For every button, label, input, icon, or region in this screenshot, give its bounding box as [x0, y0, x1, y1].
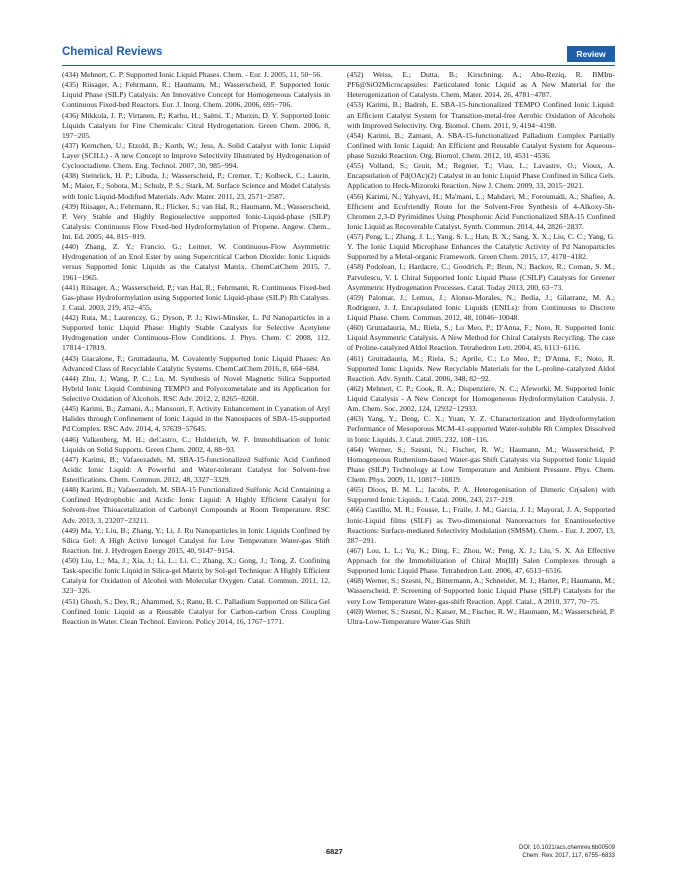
reference-entry: (448) Karimi, B.; Vafaeezadeh, M. SBA-15 Functionalized Sulfonic Acid Containing a Confined Hydrophobic and Acidic Ionic Liquid: A Highly Efficient Catalyst for Solvent-free Thioacetalization of Carbonyl Compounds at Room Temperature. RSC Adv. 2013, 3, 23207−23211. [62, 485, 330, 525]
doi-link[interactable]: DOI: 10.1021/acs.chemrev.6b00509 [519, 845, 615, 851]
reference-entry: (438) Steinrück, H. P.; Libuda, J.; Wasserscheid, P.; Cremer, T.; Kolbeck, C.; Laurin, M.; Maier, F.; Sobota, M.; Schulz, P. S.; Stark, M. Surface Science and Model Catalysis with Ionic Liquid-Modified Materials. Adv. Mater. 2011, 23, 2571−2587. [62, 171, 330, 201]
footer-citation [519, 844, 615, 860]
reference-entry: (454) Karimi, B.; Zamani, A. SBA-15-functionalized Palladium Complex Partially Confined with Ionic Liquid: An Efficient and Reusable Catalyst System for Aqueous-phase Suzuki Reaction. Org. Biomol. Chem. 2012, 10, 4531−4536. [347, 130, 615, 160]
review-badge: Review [567, 46, 615, 62]
journal-title: Chemical Reviews [62, 46, 163, 58]
reference-entry: (439) Riisager, A.; Fehrmann, R.; Flicker, S.; van Hal, R.; Haumann, M.; Wasserscheid, P. Very Stable and Highly Regioselective supported Ionic-Liquid-phase (SILP) Catalysis: Continuous Flow Fixed-bed Hydroformylation of Propene. Angew. Chem., Int. Ed. 2005, 44, 815−819. [62, 201, 330, 241]
reference-entry: (440) Zhang, Z. Y.; Francio, G.; Leitner, W. Continuous-Flow Asymmetric Hydrogenation of an Enol Ester by using Supercritical Carbon Dioxide: Ionic Liquids versus Supported Ionic Liquids as the Catalyst Matrix. ChemCatChem 2015, 7, 1961−1965. [62, 242, 330, 282]
reference-entry: (465) Dioos, B. M. L.; Jacobs, P. A. Heterogenisation of Dimeric Cr(salen) with Supported Ionic Liquids. J. Catal. 2006, 243, 217−219. [347, 485, 615, 505]
reference-entry: (459) Palomar, J.; Lemus, J.; Alonso-Morales, N.; Bedia, J.; Gilarranz, M. A.; Rodriguez, J. J. Encapsulated Ionic Liquids (ENILs): from Continuous to Discrete Liquid Phase. Chem. Commun. 2012, 48, 10046−10048. [347, 292, 615, 322]
references-right-column [347, 70, 615, 627]
reference-entry: (460) Gruttadauria, M.; Riela, S.; Lo Meo, P.; D'Anna, F.; Noto, R. Supported Ionic Liquid Asymmetric Catalysis. A New Method for Chiral Catalysts Recycling. The case of Proline-catalyzed Aldol Reaction. Tetrahedron Lett. 2004, 45, 6113−6116. [347, 323, 615, 353]
reference-entry: (468) Werner, S.; Szesni, N.; Bittermann, A.; Schneider, M. J.; Harter, P.; Haumann, M.; Wasserscheid, P. Screening of Supported Ionic Liquid Phase (SILP) Catalysts for the very Low Temperature Water-gas-shift Reaction. Appl. Catal., A 2010, 377, 70−75. [347, 576, 615, 606]
reference-entry: (445) Karimi, B.; Zamani, A.; Mansouri, F. Activity Enhancement in Cyanation of Aryl Halides through Confinement of Ionic Liquid in the Nanospaces of SBA-15-supported Pd Complex. RSC Adv. 2014, 4, 57639−57645. [62, 404, 330, 434]
reference-entry: (449) Ma, Y.; Liu, B.; Zhang, Y.; Li, J. Ru Nanoparticles in Ionic Liquids Confined by Silica Gel: A High Active Ionogel Catalyst for Low Temperature Water-gas Shift Reaction. Int. J. Hydrogen Energy 2015, 40, 9147−9154. [62, 525, 330, 555]
reference-entry: (453) Karimi, B.; Badreh, E. SBA-15-functionalized TEMPO Confined Ionic Liquid: an Efficient Catalyst System for Transition-metal-free Aerobic Oxidation of Alcohols with Improved Selectivity. Org. Biomol. Chem. 2011, 9, 4194−4198. [347, 100, 615, 130]
reference-entry: (435) Riisager, A.; Fehrmann, R.; Haumann, M.; Wasserscheid, P. Supported Ionic Liquid Phase (SILP) Catalysis: An Innovative Concept for Homogeneous Catalysis in Continuous Fixed-bed Reactors. Eur. J. Inorg. Chem. 2006, 2006, 695−706. [62, 80, 330, 110]
reference-entry: (436) Mikkola, J. P.; Virtanen, P.; Karhu, H.; Salmi, T.; Murzin, D. Y. Supported Ionic Liquids Catalysts for Fine Chemicals: Citral Hydrogenation. Green Chem. 2006, 8, 197−205. [62, 110, 330, 140]
reference-entry: (444) Zhu, J.; Wang, P. C.; Lu, M. Synthesis of Novel Magnetic Silica Supported Hybrid Ionic Liquid Combining TEMPO and Polyoxometalate and its Application for Selective Oxidation of Alcohols. RSC Adv. 2012, 2, 8265−8268. [62, 373, 330, 403]
reference-entry: (443) Giacalone, F.; Gruttadauria, M. Covalently Supported Ionic Liquid Phases: An Advanced Class of Recyclable Catalytic Systems. ChemCatChem 2016, 8, 664−684. [62, 353, 330, 373]
reference-entry: (458) Podolean, I.; Hardacre, C.; Goodrich, P.; Brun, N.; Backov, R.; Coman, S. M.; Parvulescu, V. I. Chiral Supported Ionic Liquid Phase (CSILP) Catalysts for Greener Asymmetric Hydrogenation Processes. Catal. Today 2013, 200, 63−73. [347, 262, 615, 292]
reference-entry: (455) Volland, S.; Gruit, M.; Regnier, T.; Viau, L.; Lavastre, O.; Vioux, A. Encapsulation of Pd(OAc)(2) Catalyst in an Ionic Liquid Phase Confined in Silica Gels. Application to Heck-Mizoroki Reaction. New J. Chem. 2009, 33, 2015−2021. [347, 161, 615, 191]
reference-entry: (457) Peng, L.; Zhang, J. L.; Yang, S. L.; Han, B. X.; Sang, X. X.; Liu, C. C.; Yang, G. Y. The Ionic Liquid Microphase Enhances the Catalytic Activity of Pd Nanoparticles Supported by a Metal-organic Framework. Green Chem. 2015, 17, 4178−4182. [347, 232, 615, 262]
reference-entry: (446) Valkenberg, M. H.; deCastro, C.; Holderich, W. F. Immobilisation of Ionic Liquids on Solid Supports. Green Chem. 2002, 4, 88−93. [62, 434, 330, 454]
reference-entry: (452) Weiss, E.; Dutta, B.; Kirschning, A.; Abu-Reziq, R. BMIm-PF6@SiO2Microcapsules: Particulated Ionic Liquid as A New Material for the Heterogenization of Catalysts. Chem. Mater. 2014, 26, 4781−4787. [347, 70, 615, 100]
reference-entry: (466) Castillo, M. R.; Fousse, L.; Fraile, J. M.; Garcia, J. I.; Mayoral, J. A. Supported Ionic-Liquid films (SILF) as Two-dimensional Nanoreactors for Enantioselective Reactions: Surface-mediated Selectivity Modulation (SMSM). Chem. - Eur. J. 2007, 13, 287−291. [347, 505, 615, 545]
reference-entry: (442) Ruta, M.; Laurenczy, G.; Dyson, P. J.; Kiwi-Minsker, L. Pd Nanoparticles in a Supported Ionic Liquid Phase: Highly Stable Catalysts for Selective Acetylene Hydrogenation under Continuous-Flow Conditions. J. Phys. Chem. C 2008, 112, 17814−17819. [62, 313, 330, 353]
reference-entry: (450) Liu, L.; Ma, J.; Xia, J.; Li, L.; Li, C.; Zhang, X.; Gong, J.; Tong, Z. Confining Task-specific Ionic Liquid in Silica-gel Matrix by Sol-gel Technique: A Highly Efficient Catalyst for Oxidation of Alcohol with Molecular Oxygen. Catal. Commun. 2011, 12, 323−326. [62, 556, 330, 596]
reference-entry: (461) Gruttadauria, M.; Riela, S.; Aprile, C.; Lo Meo, P.; D'Anna, F.; Noto, R. Supported Ionic Liquids. New Recyclable Materials for the L-proline-catalyzed Aldol Reaction. Adv. Synth. Catal. 2006, 348, 82−92. [347, 353, 615, 383]
reference-entry: (441) Riisager, A.; Wasserscheid, P.; van Hal, R.; Fehrmann, R. Continuous Fixed-bed Gas-phase Hydroformylation using Supported Ionic Liquid-phase (SILP) Rh Catalysts. J. Catal. 2003, 219, 452−455. [62, 282, 330, 312]
reference-entry: (456) Karimi, N.; Yahyavi, H.; Ma'mani, L.; Mahdavi, M.; Foroumadi, A.; Shafiee, A. Efficient and Ecofriendly Route for the Solvent-Free Synthesis of 4-Alkoxy-5h-Chromen 2,3-D Pyrimidines Using Phosphonic Acid Functionalized SBA-15 Confined Ionic Liquid as Recoverable Catalyst. Synth. Commun. 2014, 44, 2826−2837. [347, 191, 615, 231]
page-number: 6827 [326, 847, 343, 856]
reference-entry: (437) Kernchen, U.; Etzold, B.; Korth, W.; Jess, A. Solid Catalyst with Ionic Liquid Layer (SCILL) - A new Concept to Improve Selectivity Illustrated by Hydrogenation of Cyclooctadiene. Chem. Eng. Technol. 2007, 30, 985−994. [62, 140, 330, 171]
header-divider [62, 65, 615, 66]
reference-entry: (467) Lou, L. L.; Yu, K.; Ding, F.; Zhou, W.; Peng, X. J.; Liu, S. X. An Effective Approach for the Immobilization of Chiral Mn(III) Salen Complexes through a Supported Ionic Liquid Phase. Tetrahedron Lett. 2006, 47, 6513−6516. [347, 545, 615, 576]
journal-citation: Chem. Rev. 2017, 117, 6755−6833 [522, 853, 615, 859]
references-left-column [62, 70, 330, 627]
reference-entry: (451) Ghosh, S.; Dey, R.; Ahammed, S.; Ranu, B. C. Palladium Supported on Silica Gel Confined Ionic Liquid as a Reusable Catalyst for Carbon-carbon Cross Coupling Reaction in Water. Clean Technol. Environ. Policy 2014, 16, 1767−1771. [62, 596, 330, 626]
reference-entry: (464) Werner, S.; Szesni, N.; Fischer, R. W.; Haumann, M.; Wasserscheid, P. Homogeneous Ruthenium-based Water-gas Shift Catalysts via Supported Ionic Liquid Phase (SILP) Technology at Low Temperature and Ambient Pressure. Phys. Chem. Chem. Phys. 2009, 11, 10817−10819. [347, 444, 615, 484]
reference-entry: (469) Werner, S.; Szesni, N.; Kaiser, M.; Fischer, R. W.; Haumann, M.; Wasserscheid, P. Ultra-Low-Temperature Water-Gas Shift [347, 606, 615, 626]
reference-entry: (462) Mehnert, C. P.; Cook, R. A.; Dispenziere, N. C.; Afeworki, M. Supported Ionic Liquid Catalysis - A New Concept for Homogeneous Hydroformylation Catalysis. J. Am. Chem. Soc. 2002, 124, 12932−12933. [347, 383, 615, 414]
reference-entry: (434) Mehnert, C. P. Supported Ionic Liquid Phases. Chem. - Eur. J. 2005, 11, 50−56. [62, 70, 323, 79]
page-header [62, 46, 615, 64]
reference-entry: (447) Karimi, B.; Vafaeezadeh, M. SBA-15-functionalized Sulfonic Acid Confined Acidic Ionic Liquid: A Powerful and Water-tolerant Catalyst for Solvent-free Esterifications. Chem. Commun. 2012, 48, 3327−3329. [62, 454, 330, 484]
reference-entry: (463) Yang, Y.; Deng, C. X.; Yuan, Y. Z. Characterization and Hydroformylation Performance of Mesoporous MCM-41-supported Water-soluble Rh Complex Dissolved in Ionic Liquids. J. Catal. 2005, 232, 108−116. [347, 414, 615, 444]
